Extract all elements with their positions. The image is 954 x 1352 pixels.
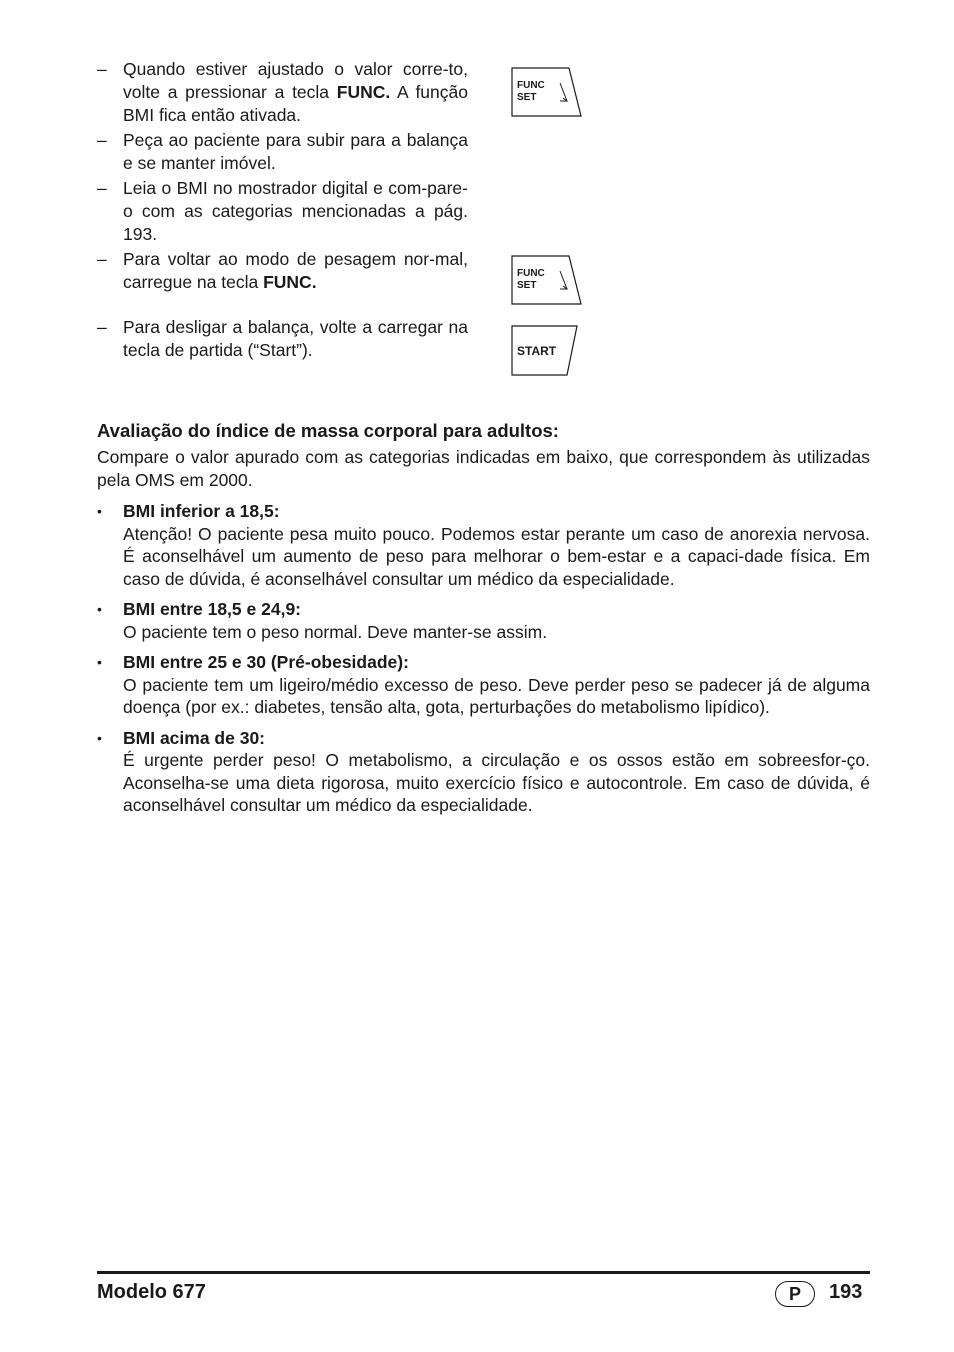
step-text: Peça ao paciente para subir para a balança e se manter imóvel.	[123, 130, 468, 173]
bmi-category	[97, 727, 870, 817]
bmi-category-title: BMI entre 25 e 30 (Pré-obesidade):	[123, 652, 409, 672]
language-badge: P	[775, 1281, 815, 1307]
section-heading: Avaliação do índice de massa corporal para adultos:	[97, 420, 559, 441]
bullet-marker: •	[97, 503, 102, 519]
bmi-category	[97, 500, 870, 590]
step-text: Para voltar ao modo de pesagem nor-mal, carregue na tecla FUNC.	[123, 249, 468, 292]
bmi-category-description: O paciente tem um ligeiro/médio excesso de peso. Deve perder peso se padecer já de alguma doença (por ex.: diabetes, tensão alta, gota, perturbações do metabolismo lipídico).	[123, 674, 870, 717]
func-label: FUNC	[517, 80, 545, 91]
func-set-key-icon	[511, 255, 583, 307]
dash-marker: –	[97, 59, 107, 79]
dash-marker: –	[97, 130, 107, 150]
step-text: Quando estiver ajustado o valor corre-to, volte a pressionar a tecla FUNC. A função BMI fica então ativada.	[123, 59, 468, 125]
footer-divider	[97, 1271, 870, 1274]
step-text: Para desligar a balança, volte a carregar na tecla de partida (“Start”).	[123, 317, 468, 360]
instruction-steps	[97, 58, 468, 364]
footer-model-name: Modelo 677	[97, 1281, 206, 1303]
bmi-category-title: BMI acima de 30:	[123, 727, 265, 748]
section-intro: Compare o valor apurado com as categorias indicadas em baixo, que correspondem às utilizadas pela OMS em 2000.	[97, 447, 870, 490]
step-item	[97, 248, 468, 294]
bmi-category	[97, 651, 870, 719]
bullet-marker: •	[97, 601, 102, 617]
bmi-category-title: BMI inferior a 18,5:	[123, 501, 280, 521]
start-key-icon	[511, 325, 583, 377]
page-number: 193	[829, 1281, 863, 1303]
step-item	[97, 316, 468, 362]
dash-marker: –	[97, 317, 107, 337]
step-item	[97, 58, 468, 127]
dash-marker: –	[97, 249, 107, 269]
func-set-key-icon	[511, 67, 583, 119]
bmi-category-description: Atenção! O paciente pesa muito pouco. Podemos estar perante um caso de anorexia nervosa. É aconselhável um aumento de peso para melhorar o bem-estar e a capaci-dade física. Em caso de dúvida, é aconselhável consultar um médico da especialidade.	[123, 523, 870, 589]
set-label: SET	[517, 280, 537, 291]
step-item	[97, 177, 468, 246]
dash-marker: –	[97, 178, 107, 198]
set-label: SET	[517, 92, 537, 103]
bmi-category-title: BMI entre 18,5 e 24,9:	[123, 599, 301, 619]
bmi-category	[97, 598, 870, 643]
start-label: START	[517, 344, 557, 358]
step-item	[97, 129, 468, 175]
step-text: Leia o BMI no mostrador digital e com-pare-o com as categorias mencionadas a pág. 193.	[123, 178, 468, 244]
bmi-category-description: O paciente tem o peso normal. Deve manter-se assim.	[123, 621, 548, 642]
bullet-marker: •	[97, 729, 102, 746]
bmi-category-list	[97, 500, 870, 825]
bmi-category-description: É urgente perder peso! O metabolismo, a circulação e os ossos estão em sobreesfor-ço. Aconselha-se uma dieta rigorosa, muito exercício físico e autocontrole. Em caso de dúvida, é aconselhável consultar um médico da especialidade.	[123, 750, 870, 815]
func-label: FUNC	[517, 268, 545, 279]
bullet-marker: •	[97, 654, 102, 670]
